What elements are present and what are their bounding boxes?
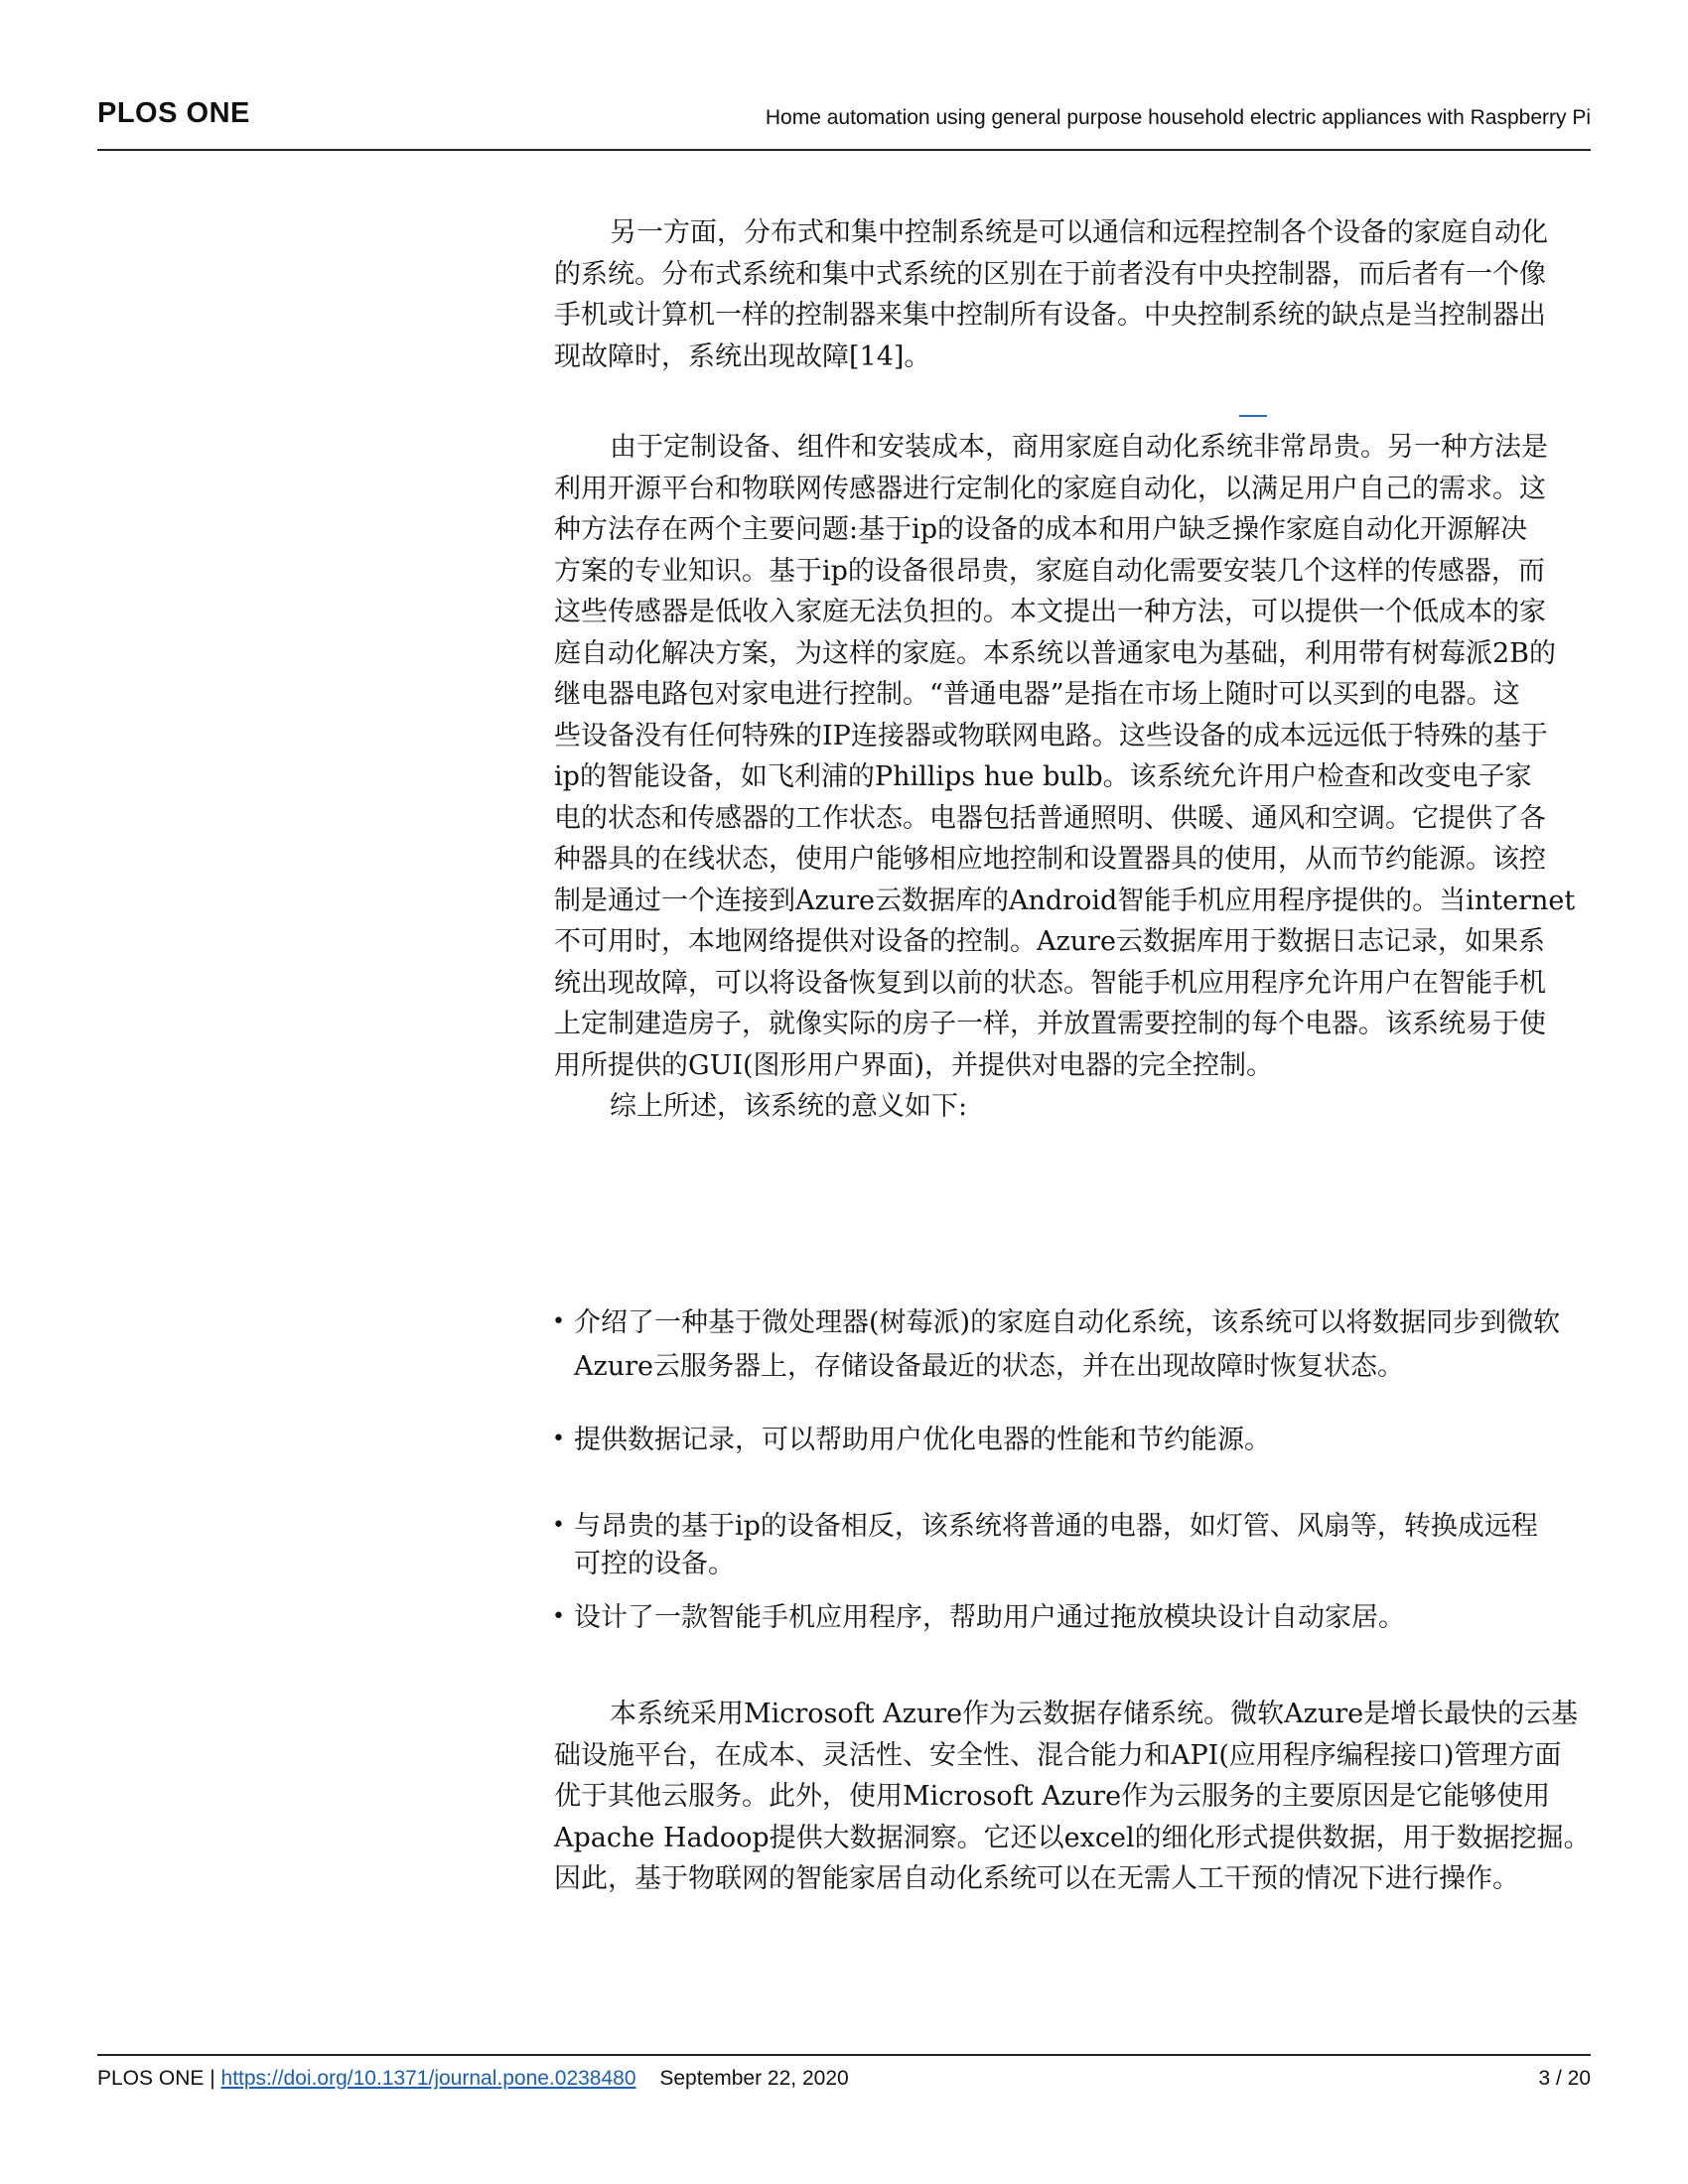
paragraph-line: 因此，基于物联网的智能家居自动化系统可以在无需人工干预的情况下进行操作。 <box>554 1863 1519 1894</box>
bullet-item-line: Azure云服务器上，存储设备最近的状态，并在出现故障时恢复状态。 <box>574 1351 1404 1382</box>
bullet-item-line: 设计了一款智能手机应用程序，帮助用户通过拖放模块设计自动家居。 <box>574 1602 1405 1633</box>
paragraph-line: 础设施平台，在成本、灵活性、安全性、混合能力和API(应用程序编程接口)管理方面 <box>554 1739 1562 1771</box>
paragraph-line: 本系统采用Microsoft Azure作为云数据存储系统。微软Azure是增长最快的云基 <box>610 1699 1579 1729</box>
paragraph-line: 另一方面，分布式和集中控制系统是可以通信和远程控制各个设备的家庭自动化 <box>610 217 1548 248</box>
running-title: Home automation using general purpose household electric appliances with Raspberry Pi <box>765 106 1591 129</box>
paragraph-line: 继电器电路包对家电进行控制。“普通电器”是指在市场上随时可以买到的电器。这 <box>554 679 1520 710</box>
summary-intro: 综上所述，该系统的意义如下: <box>610 1091 968 1122</box>
paragraph-line: 优于其他云服务。此外，使用Microsoft Azure作为云服务的主要原因是它能够使用 <box>554 1781 1551 1812</box>
bullet-item-line: 提供数据记录，可以帮助用户优化电器的性能和节约能源。 <box>574 1425 1271 1455</box>
paragraph-line: 利用开源平台和物联网传感器进行定制化的家庭自动化，以满足用户自己的需求。这 <box>554 473 1546 504</box>
footer-divider <box>97 2054 1591 2056</box>
paragraph-line: 统出现故障，可以将设备恢复到以前的状态。智能手机应用程序允许用户在智能手机 <box>554 967 1546 999</box>
paragraph-line: ip的智能设备，如飞利浦的Phillips hue bulb。该系统允许用户检查和改变电子家 <box>554 761 1532 792</box>
header-divider <box>97 149 1591 151</box>
paragraph-line: 种方法存在两个主要问题:基于ip的设备的成本和用户缺乏操作家庭自动化开源解决 <box>554 514 1528 545</box>
link-marker <box>1239 415 1267 417</box>
paragraph-line: 庭自动化解决方案，为这样的家庭。本系统以普通家电为基础，利用带有树莓派2B的 <box>554 637 1557 669</box>
paragraph-line: 手机或计算机一样的控制器来集中控制所有设备。中央控制系统的缺点是当控制器出 <box>554 300 1546 331</box>
doi-link[interactable]: https://doi.org/10.1371/journal.pone.0238480 <box>220 2067 636 2090</box>
footer <box>97 2067 849 2091</box>
paragraph-line: 的系统。分布式系统和集中式系统的区别在于前者没有中央控制器，而后者有一个像 <box>554 259 1546 290</box>
paragraph-line: 些设备没有任何特殊的IP连接器或物联网电路。这些设备的成本远远低于特殊的基于 <box>554 720 1548 751</box>
paragraph-line: 由于定制设备、组件和安装成本，商用家庭自动化系统非常昂贵。另一种方法是 <box>610 432 1548 463</box>
paragraph-line: 不可用时，本地网络提供对设备的控制。Azure云数据库用于数据日志记录，如果系 <box>554 926 1545 957</box>
bullet-item-line: 可控的设备。 <box>574 1549 735 1579</box>
footer-journal: PLOS ONE | <box>97 2067 215 2090</box>
paragraph-line: 方案的专业知识。基于ip的设备很昂贵，家庭自动化需要安装几个这样的传感器，而 <box>554 555 1545 587</box>
journal-name: PLOS ONE <box>97 97 250 129</box>
bullet-item-line: 介绍了一种基于微处理器(树莓派)的家庭自动化系统，该系统可以将数据同步到微软 <box>574 1307 1561 1338</box>
bullet-icon: • <box>552 1513 565 1538</box>
bullet-icon: • <box>552 1427 565 1451</box>
page-number: 3 / 20 <box>1538 2067 1591 2090</box>
bullet-icon: • <box>552 1309 565 1334</box>
bullet-item-line: 与昂贵的基于ip的设备相反，该系统将普通的电器，如灯管、风扇等，转换成远程 <box>574 1511 1538 1542</box>
bullet-icon: • <box>552 1604 565 1629</box>
paragraph-line: 现故障时，系统出现故障[14]。 <box>554 341 931 372</box>
paragraph-line: 种器具的在线状态，使用户能够相应地控制和设置器具的使用，从而节约能源。该控 <box>554 844 1546 875</box>
paragraph-line: 上定制建造房子，就像实际的房子一样，并放置需要控制的每个电器。该系统易于使 <box>554 1009 1546 1039</box>
paragraph-line: 用所提供的GUI(图形用户界面)，并提供对电器的完全控制。 <box>554 1049 1274 1081</box>
paragraph-line: 制是通过一个连接到Azure云数据库的Android智能手机应用程序提供的。当internet <box>554 885 1576 916</box>
publication-date: September 22, 2020 <box>659 2067 849 2090</box>
paragraph-line: 电的状态和传感器的工作状态。电器包括普通照明、供暖、通风和空调。它提供了各 <box>554 802 1546 834</box>
paragraph-line: Apache Hadoop提供大数据洞察。它还以excel的细化形式提供数据，用于数据挖掘。 <box>554 1822 1591 1853</box>
paragraph-line: 这些传感器是低收入家庭无法负担的。本文提出一种方法，可以提供一个低成本的家 <box>554 597 1546 627</box>
